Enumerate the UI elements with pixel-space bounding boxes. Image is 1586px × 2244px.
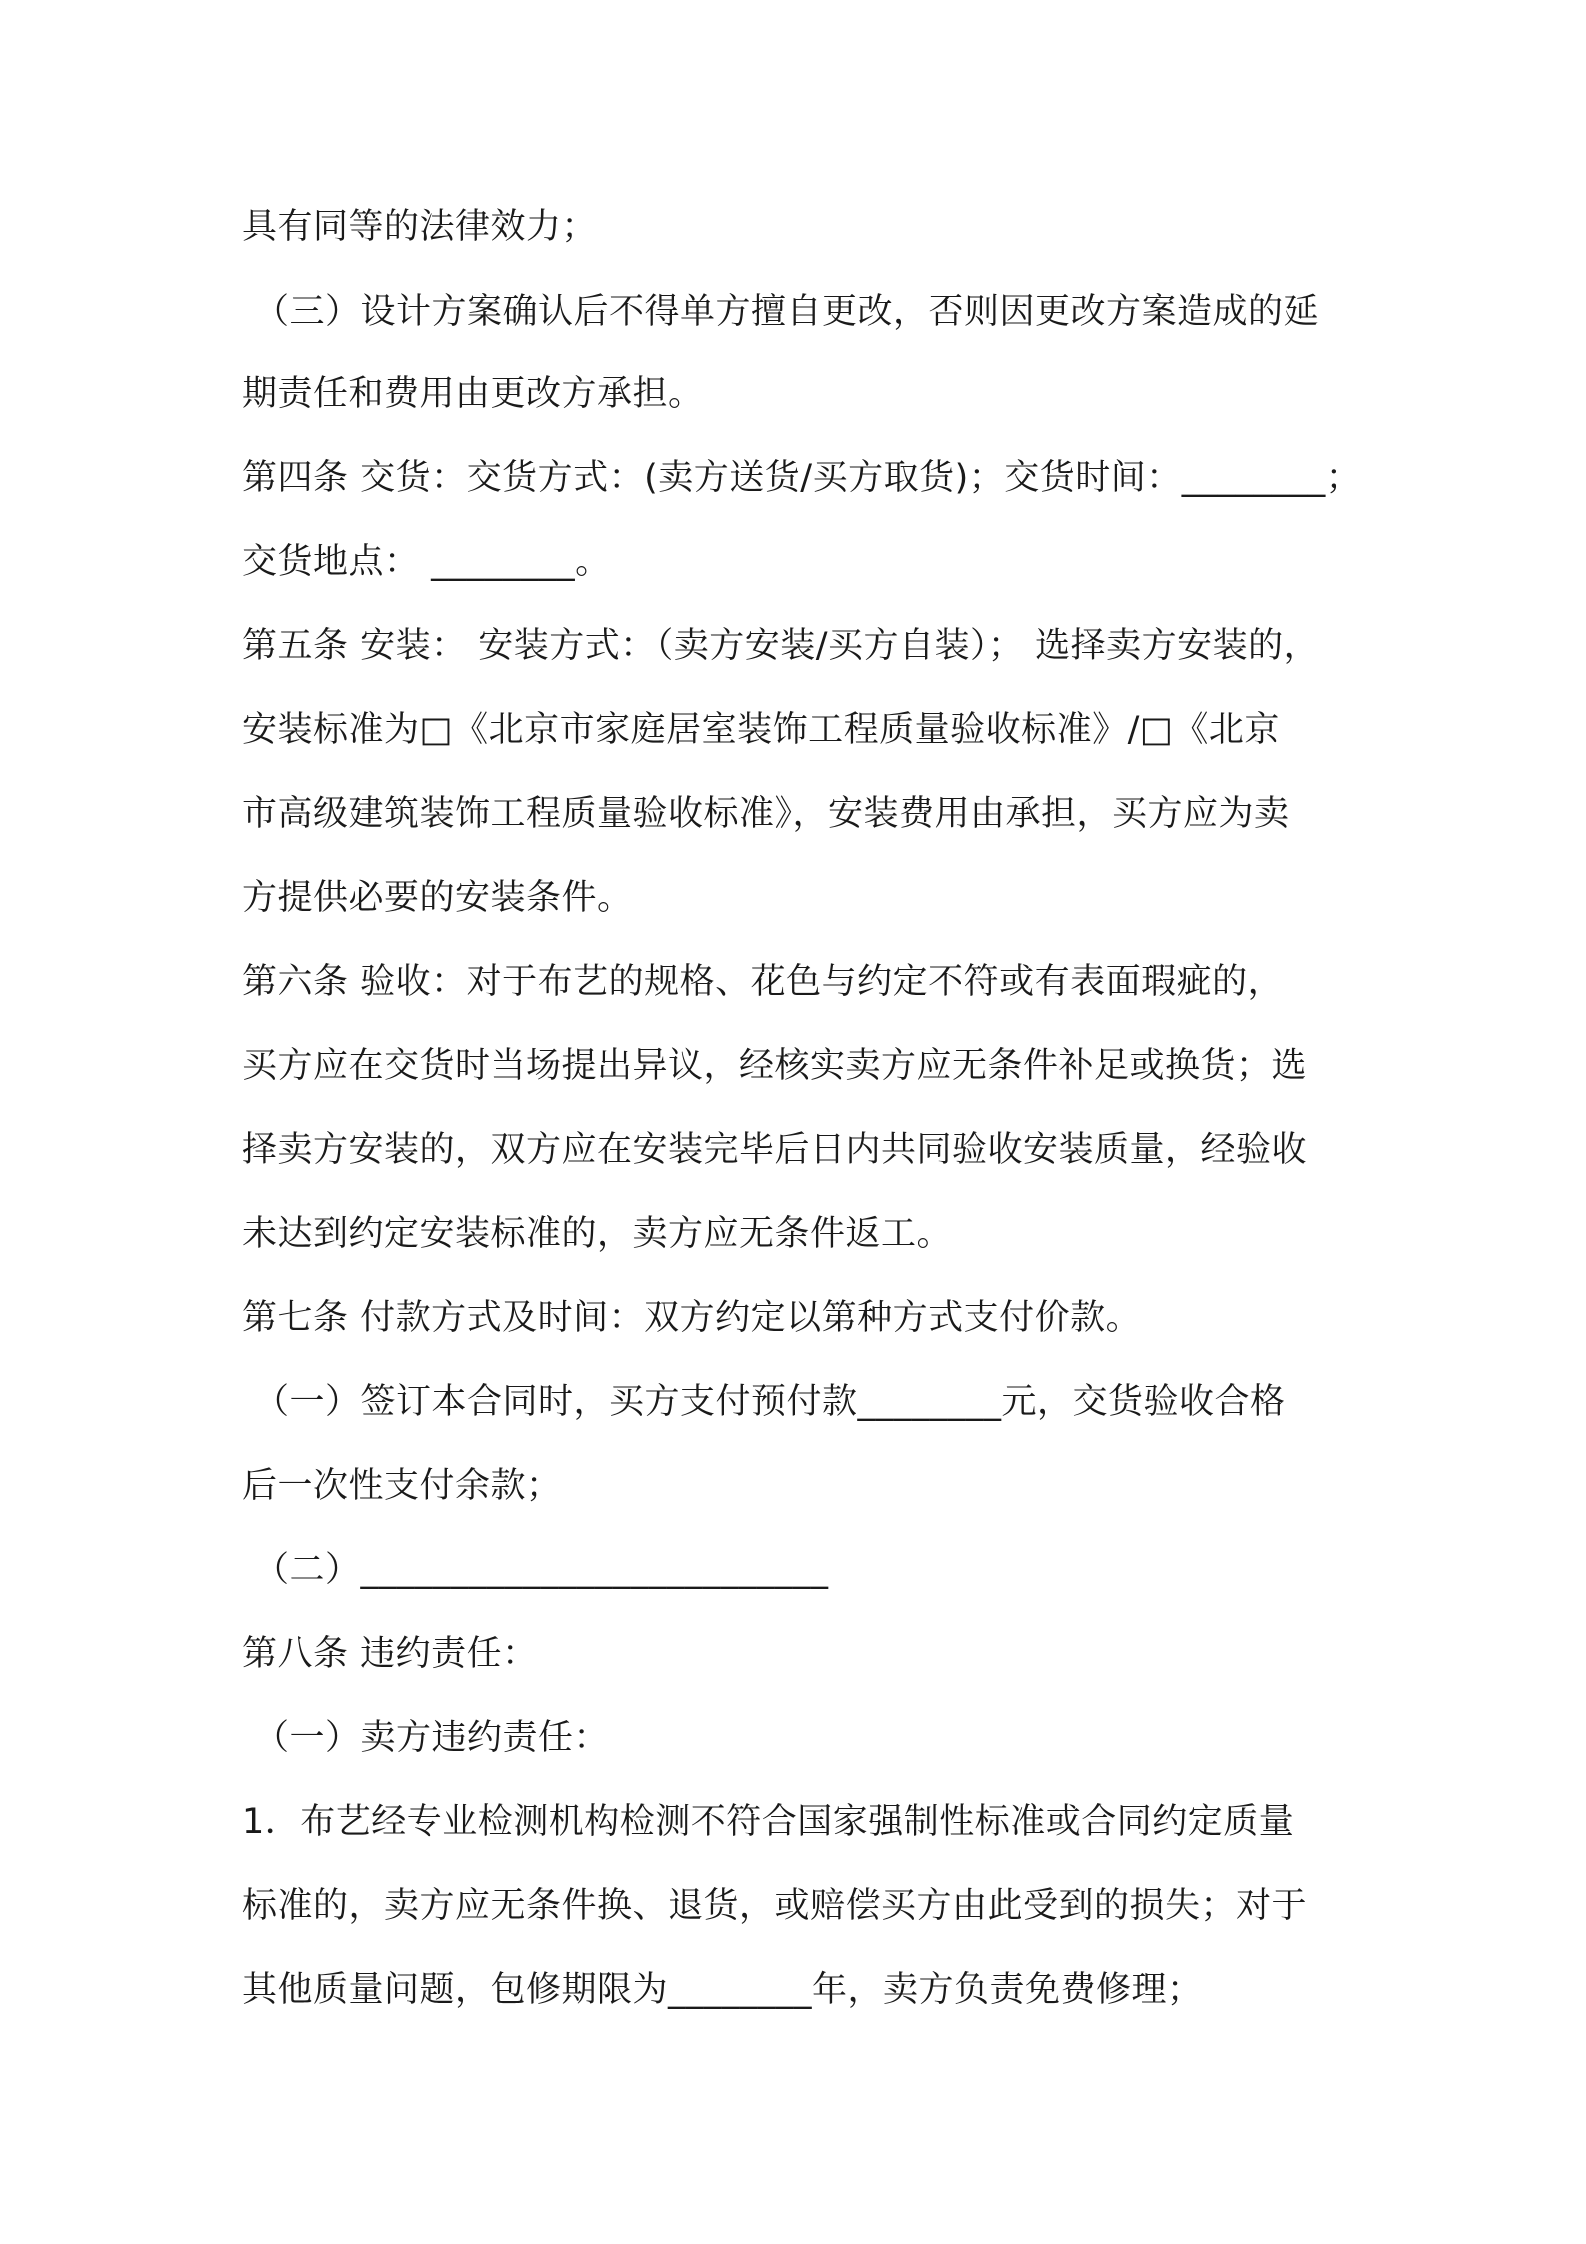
text-line: （三）设计方案确认后不得单方擅自更改，否则因更改方案造成的延 xyxy=(254,292,1320,332)
text-line: 市高级建筑装饰工程质量验收标准》，安装费用由承担，买方应为卖 xyxy=(242,794,1290,834)
text-line: 其他质量问题，包修期限为________年，卖方负责免费修理； xyxy=(242,1970,1203,2010)
text-line: 第七条 付款方式及时间：双方约定以第种方式支付价款。 xyxy=(242,1298,1142,1338)
text-line: 第八条 违约责任： xyxy=(242,1634,538,1674)
text-line: 交货地点： ________。 xyxy=(242,542,611,582)
text-line: （二）__________________________ xyxy=(254,1550,829,1590)
text-line: 标准的，卖方应无条件换、退货，或赔偿买方由此受到的损失；对于 xyxy=(242,1886,1308,1926)
text-line: 后一次性支付余款； xyxy=(242,1466,562,1506)
text-line: 第六条 验收：对于布艺的规格、花色与约定不符或有表面瑕疵的， xyxy=(242,962,1284,1002)
text-line: （一）卖方违约责任： xyxy=(254,1718,610,1758)
text-line: 具有同等的法律效力； xyxy=(242,207,598,247)
text-line: 买方应在交货时当场提出异议，经核实卖方应无条件补足或换货；选 xyxy=(242,1046,1308,1086)
text-line: （一）签订本合同时，买方支付预付款________元，交货验收合格 xyxy=(254,1382,1286,1422)
text-line: 未达到约定安装标准的，卖方应无条件返工。 xyxy=(242,1214,953,1254)
text-line: 期责任和费用由更改方承担。 xyxy=(242,374,704,414)
text-line: 安装标准为□《北京市家庭居室装饰工程质量验收标准》/□《北京 xyxy=(242,710,1280,750)
text-line: 1．布艺经专业检测机构检测不符合国家强制性标准或合同约定质量 xyxy=(242,1802,1295,1842)
text-line: 第四条 交货：交货方式：(卖方送货/买方取货)；交货时间：________； xyxy=(242,458,1362,498)
text-line: 第五条 安装： 安装方式：（卖方安装/买方自装）； 选择卖方安装的， xyxy=(242,626,1320,666)
text-line: 择卖方安装的，双方应在安装完毕后日内共同验收安装质量，经验收 xyxy=(242,1130,1308,1170)
text-line: 方提供必要的安装条件。 xyxy=(242,878,633,918)
